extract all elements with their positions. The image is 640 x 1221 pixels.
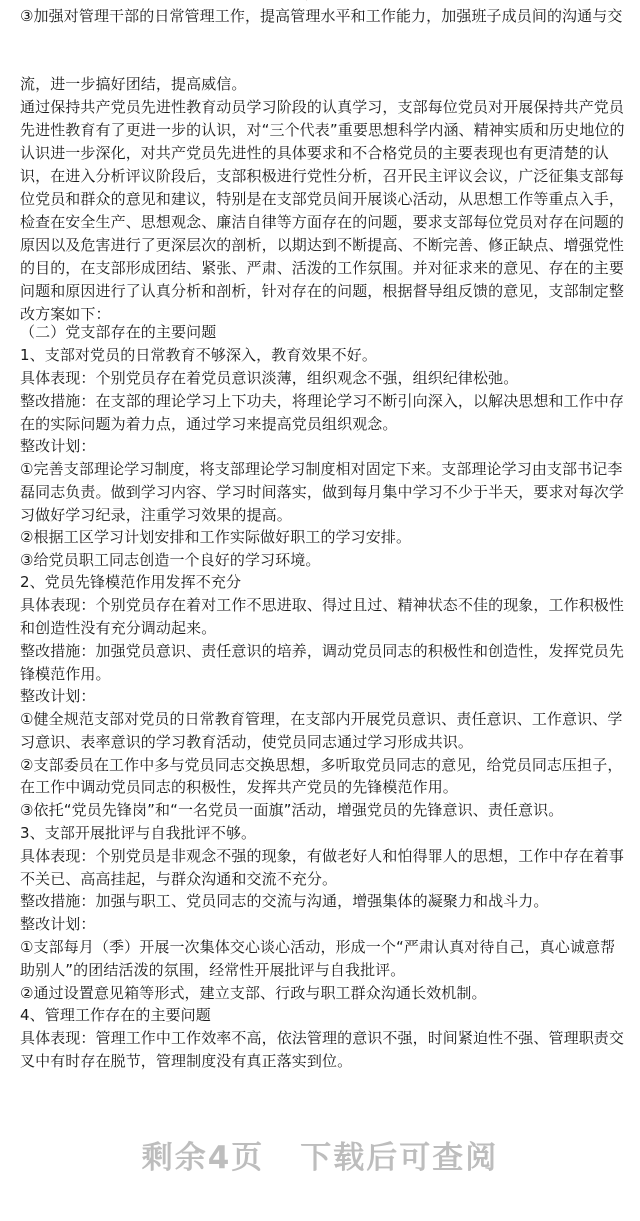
cut-off-top-line [20,0,620,3]
intro-line: 原因以及危害进行了更深层次的剖析，以期达到不断提高、不断完善、修正缺点、增强党性 [20,236,625,254]
body-line: 具体表现：个别党员存在着党员意识淡薄，组织观念不强，组织纪律松弛。 [20,369,519,387]
body-line: 具体表现：个别党员存在着对工作不思进取、得过且过、精神状态不佳的现象，工作积极性 [20,596,625,614]
body-line: 叉中有时存在脱节，管理制度没有真正落实到位。 [20,1052,353,1070]
body-line: ②支部委员在工作中多与党员同志交换思想，多听取党员同志的意见，给党员同志压担子， [20,756,623,774]
intro-line: 先进性教育有了更进一步的认识，对“三个代表”重要思想科学内涵、精神实质和历史地位的 [20,121,625,139]
body-line: 助别人”的团结活泼的氛围，经常性开展批评与自我批评。 [20,961,406,979]
download-prompt-text: 下载后可查阅 [300,1140,499,1176]
body-line: ②根据工区学习计划安排和工作实际做好职工的学习安排。 [20,528,412,546]
body-line: 整改措施：加强党员意识、责任意识的培养，调动党员同志的积极性和创造性，发挥党员先 [20,642,625,660]
body-line: 整改措施：加强与职工、党员同志的交流与沟通，增强集体的凝聚力和战斗力。 [20,892,549,910]
body-line: 整改计划： [20,437,96,455]
body-line: 在工作中调动党员同志的积极性，发挥共产党员的先锋模范作用。 [20,778,458,796]
intro-line: 的目的，在支部形成团结、紧张、严肃、活泼的工作氛围。并对征求来的意见、存在的主要 [20,259,625,277]
body-line: 3、支部开展批评与自我批评不够。 [20,824,257,842]
intro-line: 位党员和群众的意见和建议，特别是在支部党员间开展谈心活动，从思想工作等重点入手， [20,190,625,208]
section-heading: （二）党支部存在的主要问题 [20,323,217,341]
body-line: 2、党员先锋模范作用发挥不充分 [20,573,242,591]
body-line: ③给党员职工同志创造一个良好的学习环境。 [20,551,321,569]
body-line: ①健全规范支部对党员的日常教育管理，在支部内开展党员意识、责任意识、工作意识、学 [20,710,623,728]
body-line: ③依托“党员先锋岗”和“一名党员一面旗”活动，增强党员的先锋意识、责任意识。 [20,801,564,819]
intro-line: 检查在安全生产、思想观念、廉洁自律等方面存在的问题，要求支部每位党员对存在问题的 [20,213,625,231]
body-line: 具体表现：个别党员是非观念不强的现象，有做老好人和怕得罪人的思想，工作中存在着事 [20,847,625,865]
body-line: 习意识、表率意识的学习教育活动，使党员同志通过学习形成共识。 [20,733,474,751]
remaining-pages-text: 剩余4页 [141,1140,265,1176]
body-line: 具体表现：管理工作中工作效率不高，依法管理的意识不强，时间紧迫性不强、管理职责交 [20,1029,625,1047]
download-banner[interactable] [0,1133,640,1183]
cut-off-text [20,0,620,4]
body-line: ②通过设置意见箱等形式，建立支部、行政与职工群众沟通长效机制。 [20,984,487,1002]
body-line: 锋模范作用。 [20,665,111,683]
intro-line: 通过保持共产党员先进性教育动员学习阶段的认真学习，支部每位党员对开展保持共产党员 [20,98,625,116]
body-line: 4、管理工作存在的主要问题 [20,1006,211,1024]
body-line: 整改计划： [20,687,96,705]
body-line: ①支部每月（季）开展一次集体交心谈心活动，形成一个“严肃认真对待自己，真心诚意帮 [20,938,616,956]
intro-line: 改方案如下： [20,305,111,323]
intro-line: 认识进一步深化，对共产党员先进性的具体要求和不合格党员的主要表现也有更清楚的认 [20,144,609,162]
intro-line: 问题和原因进行了认真分析和剖析，针对存在的问题，根据督导组反馈的意见，支部制定整 [20,282,625,300]
item-3-continued: 流，进一步搞好团结，提高威信。 [20,75,247,93]
item-3-partial: ③加强对管理干部的日常管理工作，提高管理水平和工作能力，加强班子成员间的沟通与交 [20,7,623,25]
body-line: 1、支部对党员的日常教育不够深入，教育效果不好。 [20,346,377,364]
body-line: 在的实际问题为着力点，通过学习来提高党员组织观念。 [20,415,398,433]
body-line: 整改计划： [20,915,96,933]
body-line: ①完善支部理论学习制度，将支部理论学习制度相对固定下来。支部理论学习由支部书记李 [20,460,623,478]
body-line: 习做好学习纪录，注重学习效果的提高。 [20,506,292,524]
body-line: 和创造性没有充分调动起来。 [20,619,217,637]
body-line: 磊同志负责。做到学习内容、学习时间落实，做到每月集中学习不少于半天，要求对每次学 [20,483,625,501]
intro-line: 识，在进入分析评议阶段后，支部积极进行党性分析，召开民主评议会议，广泛征集支部每 [20,167,625,185]
body-line: 整改措施：在支部的理论学习上下功夫，将理论学习不断引向深入，以解决思想和工作中存 [20,392,625,410]
body-line: 不关已、高高挂起，与群众沟通和交流不充分。 [20,870,338,888]
